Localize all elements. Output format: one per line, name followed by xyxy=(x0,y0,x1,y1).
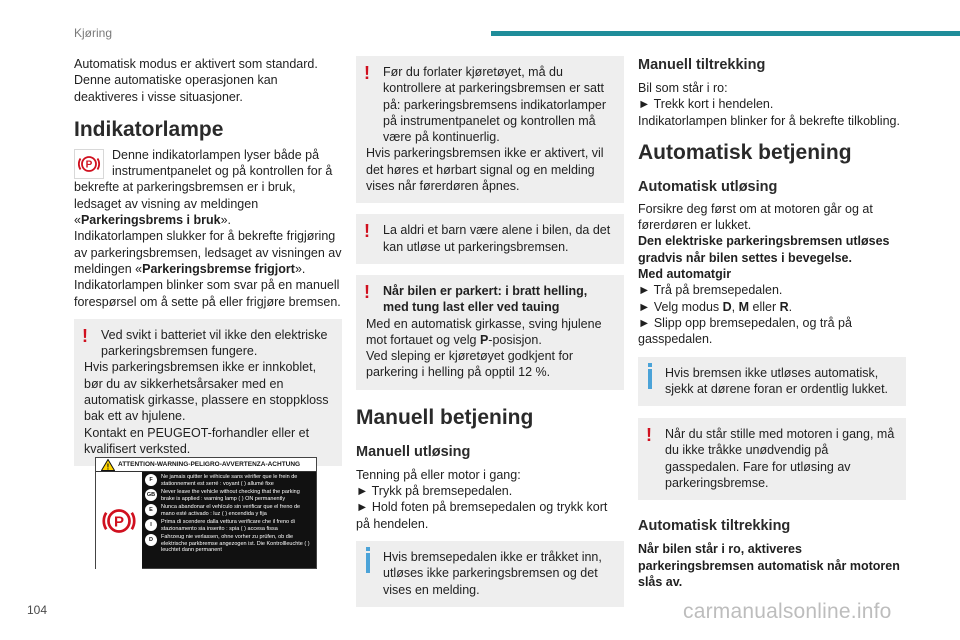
warning-icon: ! xyxy=(364,281,370,302)
warning-icon: ! xyxy=(364,63,370,83)
label-row: GB Never leave the vehicle without checking that the parking brake is applied : warning lamp ( ) ON permanently xyxy=(146,489,300,502)
section-header: Kjøring xyxy=(74,26,113,40)
warning-triangle-icon xyxy=(101,459,115,471)
heading-indikatorlampe: Indikatorlampe xyxy=(74,117,224,141)
page-number: 104 xyxy=(27,603,48,617)
label-row: F Ne jamais quitter le véhicule sans vérifier que le frein de stationnement est serré : voyant ( ) allumé fixe xyxy=(143,474,315,487)
step: ► Slipp opp bremsepedalen, og trå på gasspedalen. xyxy=(638,315,852,347)
svg-text:!: ! xyxy=(106,462,110,471)
warning-icon: ! xyxy=(364,221,370,242)
accelerator-warning-box: ! Når du står stille med motoren i gang, må du ikke tråkke unødvendig på gasspedalen. Fare for utløsing av parkeringsbremse. xyxy=(638,418,906,500)
info-box: Hvis bremsepedalen ikke er tråkket inn, utløses ikke parkeringsbremsen og det vises en melding. xyxy=(356,541,624,607)
column-right: Manuell tiltrekking Bil som står i ro: ► Trekk kort i hendelen. Indikatorlampen blinker for å bekrefte tilkobling. Automatisk betjening Automatisk utløsing Forsikre deg først om at motoren går og at førerdøren er lukket. Den elektriske parkeringsbremsen utløses gradvis når bilen settes i bevegelse. Med automatgir ► Trå på bremsepedalen. ► Velg modus D, M eller R. ► Slipp opp bremsepedalen, og trå på gasspedalen. Hvis bremsen ikke utløses automatisk, sjekk at dørene foran er ordentlig lukket. ! Når du står stille med motoren i gang, må du ikke tråkke unødvendig på gasspedalen. Fare for utløsing av parkeringsbremse. Automatisk tiltrekking Når bilen står i ro, aktiveres parkeringsbremsen automatisk når motoren slås av. xyxy=(638,56,906,590)
step: ► Trykk på bremsepedalen. xyxy=(356,484,513,499)
info-icon xyxy=(648,369,652,389)
subheading-manuell-tiltrekking: Manuell tiltrekking xyxy=(638,57,766,73)
label-row: I Prima di scendere dalla vettura verificare che il freno di stazionamento sia inserito : spia ( ) accesa fissa xyxy=(143,519,315,532)
info-box: Hvis bremsen ikke utløses automatisk, sjekk at dørene foran er ordentlig lukket. xyxy=(638,357,906,407)
watermark: carmanualsonline.info xyxy=(683,600,892,623)
step: ► Velg modus D, M eller R. xyxy=(638,299,793,314)
parking-slope-warning-box: ! Når bilen er parkert: i bratt helling, med tung last eller ved tauing Med en automatisk girkasse, sving hjulene mot fortauet og velg P-posisjon. Ved sleping er kjøretøyet godkjent for parkering i helling på opptil 12 %. xyxy=(356,275,624,390)
label-title: ATTENTION-WARNING-PELIGRO-AVVERTENZA-ACHTUNG xyxy=(118,461,301,468)
warning-icon: ! xyxy=(646,425,652,446)
info-icon xyxy=(366,553,370,573)
step: ► Hold foten på bremsepedalen og trykk kort på hendelen. xyxy=(356,500,608,531)
header-accent-bar xyxy=(491,31,960,36)
child-warning-box: ! La aldri et barn være alene i bilen, da det kan utløse ut parkeringsbremsen. xyxy=(356,214,624,264)
svg-text:P: P xyxy=(85,159,93,171)
lamp-paragraph: P Denne indikatorlampen lyser både på instrumentpanelet og på kontrollen for å bekrefte at parkeringsbremsen er i bruk, ledsaget av visning av meldingen «Parkeringsbrems i bruk». xyxy=(74,147,333,228)
warning-label-image xyxy=(95,457,317,569)
heading-automatisk-betjening: Automatisk betjening xyxy=(638,140,852,164)
warning-icon: ! xyxy=(82,325,88,346)
parking-brake-icon xyxy=(101,503,137,539)
leave-vehicle-warning-box: ! Før du forlater kjøretøyet, må du kontrollere at parkeringsbremsen er satt på: parkeringsbremsens indikatorlamper på instrumentpanelet og kontrollen må være på kontinuerlig. Hvis parkeringsbremsen ikke er aktivert, vil det høres et hørbart signal og en melding vises når førerdøren åpnes. xyxy=(356,56,624,203)
heading-manuell-betjening: Manuell betjening xyxy=(356,405,534,429)
blink-paragraph: Indikatorlampen blinker som svar på en manuell forespørsel om å sette på eller frigjøre bremsen. xyxy=(74,278,341,309)
parking-brake-icon xyxy=(74,149,104,179)
battery-warning-box: ! Ved svikt i batteriet vil ikke den elektriske parkeringsbremsen fungere. Hvis parkeringsbremsen ikke er innkoblet, bør du av sikkerhetsårsaker med en automatisk girkasse, plassere en stoppkloss bak ett av hjulene. Kontakt en PEUGEOT-forhandler eller et kvalifisert verksted. xyxy=(74,319,342,466)
intro-paragraph: Automatisk modus er aktivert som standard. Denne automatiske operasjonen kan deaktiveres i visse situasjoner. xyxy=(74,57,318,104)
subheading-manuell-utlosing: Manuell utløsing xyxy=(356,443,471,460)
label-row: E Nunca abandonar el vehículo sin verificar que el freno de mano esté activado : luz ( ) encendida y fija xyxy=(143,504,315,517)
step: ► Trekk kort i hendelen. xyxy=(638,97,774,112)
svg-text:P: P xyxy=(113,512,125,530)
step: ► Trå på bremsepedalen. xyxy=(638,283,783,298)
column-middle: ! Før du forlater kjøretøyet, må du kontrollere at parkeringsbremsen er satt på: parkeringsbremsens indikatorlamper på instrumentpanelet og kontrollen må være på kontinuerlig. Hvis parkeringsbremsen ikke er aktivert, vil det høres et hørbart signal og en melding vises når førerdøren åpnes. ! La aldri et barn være alene i bilen, da det kan utløse ut parkeringsbremsen. ! Når bilen er parkert: i bratt helling, med tung last eller ved tauing Med en automatisk girkasse, sving hjulene mot fortauet og velg P-posisjon. Ved sleping er kjøretøyet godkjent for parkering i helling på opptil 12 %. Manuell betjening Manuell utløsing Tenning på eller motor i gang: ► Trykk på bremsepedalen. ► Hold foten på bremsepedalen og trykk kort på hendelen. Hvis bremsepedalen ikke er tråkket inn, utløses ikke parkeringsbremsen og det vises en melding. xyxy=(356,56,624,607)
subheading-automatisk-tiltrekking: Automatisk tiltrekking xyxy=(638,518,791,535)
label-row: D Fahrzeug nie verlassen, ohne vorher zu prüfen, ob die elektrische parkbremse angezogen ist. Die Kontrollleuchte ( ) leuchtet dann permanent xyxy=(143,534,315,554)
subheading-automatisk-utlosing: Automatisk utløsing xyxy=(638,178,778,195)
column-left: Automatisk modus er aktivert som standard. Denne automatiske operasjonen kan deaktiveres i visse situasjoner. Indikatorlampe P Denne indikatorlampen lyser både på instrumentpanelet og på kontrollen for å bekrefte at parkeringsbremsen er i bruk, ledsaget av visning av meldingen «Parkeringsbrems i bruk». Indikatorlampen slukker for å bekrefte frigjøring av parkeringsbremsen, ledsaget av visningen av meldingen «Parkeringsbremse frigjort». Indikatorlampen blinker som svar på en manuell forespørsel om å sette på eller frigjøre bremsen. ! Ved svikt i batteriet vil ikke den elektriske parkeringsbremsen fungere. Hvis parkeringsbremsen ikke er innkoblet, bør du av sikkerhetsårsaker med en automatisk girkasse, plassere en stoppkloss bak ett av hjulene. Kontakt en PEUGEOT-forhandler eller et kvalifisert verksted. xyxy=(74,56,342,466)
